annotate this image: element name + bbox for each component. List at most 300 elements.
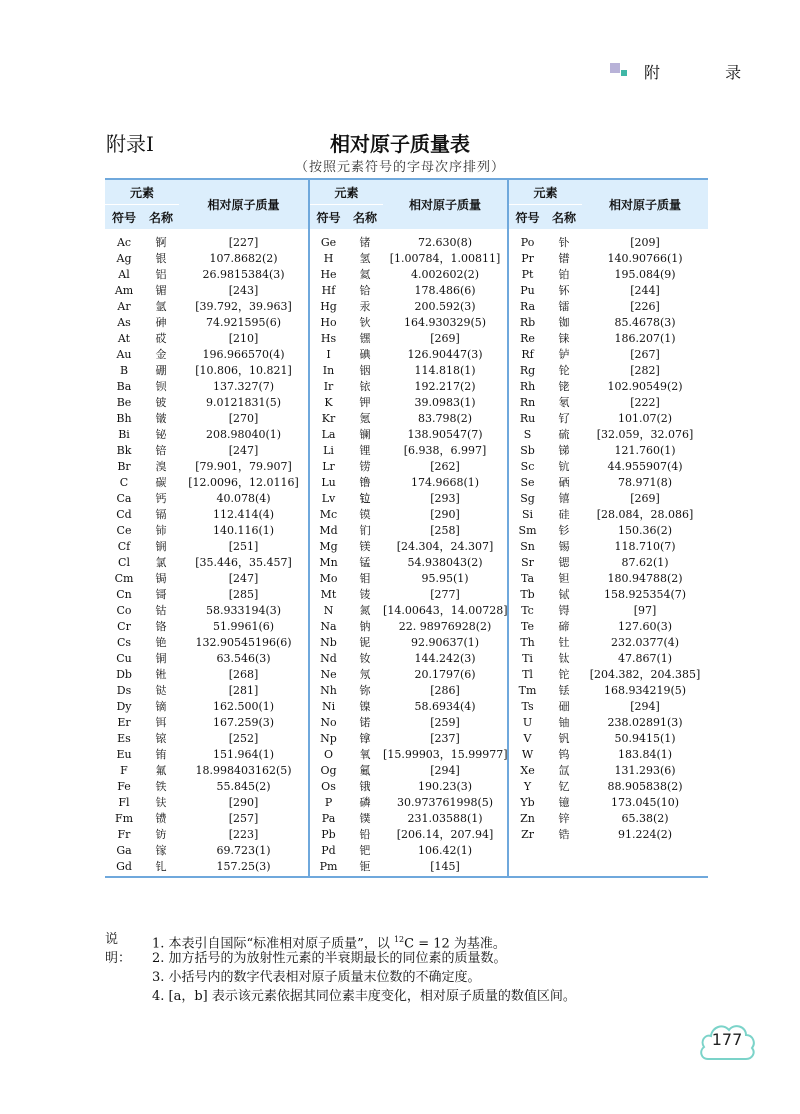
table-row [105, 554, 708, 570]
element-mass-cell: [209] [630, 235, 660, 249]
element-mass-cell: 85.4678(3) [614, 315, 676, 329]
element-mass-cell: 54.938043(2) [407, 555, 483, 569]
element-symbol-cell: Cs [116, 635, 132, 649]
element-mass-cell: [14.00643，14.00728] [383, 604, 508, 617]
element-name-cell: 砷 [155, 316, 167, 329]
element-symbol-cell: Ru [508, 410, 546, 426]
element-name-cell: 钼 [359, 572, 371, 585]
element-symbol-cell: Cl [118, 555, 130, 569]
element-mass-cell: [15.99903，15.99977] [383, 748, 508, 761]
element-symbol-cell: Mc [309, 506, 347, 522]
element-name-cell: 铪 [359, 284, 371, 297]
element-symbol-cell: Cd [116, 507, 132, 521]
element-name-cell: 硅 [558, 508, 570, 521]
element-name-cell: 铱 [359, 380, 371, 393]
element-symbol-cell: Lv [309, 490, 347, 506]
element-symbol-cell: Br [117, 459, 131, 473]
element-mass-cell: 91.224(2) [618, 827, 673, 841]
element-name-cell: 钕 [359, 652, 371, 665]
element-mass-cell: 200.592(3) [414, 299, 476, 313]
element-symbol-cell: Ts [508, 698, 546, 714]
element-name-cell: 𫟷 [359, 492, 371, 505]
element-mass-cell: [269] [430, 331, 460, 345]
element-name-cell: 锕 [155, 236, 167, 249]
element-symbol-cell: Db [116, 667, 132, 681]
element-mass-cell: 30.973761998(5) [397, 795, 494, 809]
element-symbol-cell: Cn [116, 587, 132, 601]
element-name-cell: 钾 [359, 396, 371, 409]
element-mass-cell: [294] [430, 763, 460, 777]
element-name-cell: 氯 [155, 556, 167, 569]
element-symbol-cell: Sr [508, 554, 546, 570]
table-row [105, 250, 708, 266]
element-mass-cell: [268] [228, 667, 259, 681]
element-name-cell: 𬬻 [558, 348, 570, 361]
element-mass-cell: 127.60(3) [618, 619, 673, 633]
square-icon [621, 70, 627, 76]
element-mass-cell: [227] [228, 235, 259, 249]
element-mass-cell: 151.964(1) [212, 747, 275, 761]
table-row [105, 858, 708, 877]
element-symbol-cell: Ds [116, 683, 132, 697]
element-mass-cell: 192.217(2) [414, 379, 476, 393]
table-row [105, 794, 708, 810]
element-symbol-cell: Sc [508, 458, 546, 474]
element-mass-cell: 9.0121831(5) [205, 395, 282, 409]
element-mass-cell: [293] [430, 491, 460, 505]
element-name-cell: 钬 [359, 316, 371, 329]
element-name-cell: 铕 [155, 748, 167, 761]
element-mass-cell: [243] [228, 283, 259, 297]
element-mass-cell: [262] [430, 459, 460, 473]
element-name-cell: 镁 [359, 540, 371, 553]
element-mass-cell: [12.0096，12.0116] [188, 476, 299, 489]
element-name-cell: 镍 [359, 700, 371, 713]
note-line: 2. 加方括号的为放射性元素的半衰期最长的同位素的质量数。 [152, 951, 507, 966]
column-group-header: 元素 [309, 179, 383, 205]
element-name-cell: 钪 [558, 460, 570, 473]
note-line: 4. [a，b] 表示该元素依据其同位素丰度变化，相对原子质量的数值区间。 [152, 989, 576, 1004]
element-symbol-cell: Ga [116, 843, 132, 857]
element-symbol-cell: Md [309, 522, 347, 538]
note-text: C = 12 为基准。 [404, 936, 506, 952]
table-row [105, 282, 708, 298]
element-name-cell: 硫 [558, 428, 570, 441]
element-symbol-cell: F [120, 763, 128, 777]
table-row [105, 714, 708, 730]
element-mass-cell: [97] [633, 603, 657, 617]
element-symbol-cell: Hf [309, 282, 347, 298]
element-name-cell: 锫 [155, 444, 167, 457]
element-symbol-cell: Fe [117, 779, 131, 793]
element-name-cell: 碳 [155, 476, 167, 489]
element-symbol-cell: Tm [508, 682, 546, 698]
element-name-cell: 氪 [359, 412, 371, 425]
element-symbol-cell: Pm [309, 858, 347, 877]
table-row [105, 746, 708, 762]
element-name-cell: 铽 [558, 588, 570, 601]
column-header-mass: 相对原子质量 [383, 179, 508, 230]
element-mass-cell: 50.9415(1) [614, 731, 676, 745]
element-mass-cell: 231.03588(1) [407, 811, 483, 825]
element-name-cell: 铂 [558, 268, 570, 281]
element-symbol-cell: Xe [508, 762, 546, 778]
element-symbol-cell: Ir [309, 378, 347, 394]
table-row [105, 442, 708, 458]
element-symbol-cell: Ca [116, 491, 132, 505]
element-symbol-cell: Lu [309, 474, 347, 490]
element-name-cell: 钔 [359, 524, 371, 537]
element-mass-cell: 58.6934(4) [414, 699, 476, 713]
element-symbol-cell [508, 858, 546, 877]
element-name-cell: 锿 [155, 732, 167, 745]
element-name-cell: 钌 [558, 412, 570, 425]
table-row [105, 362, 708, 378]
element-symbol-cell: Os [309, 778, 347, 794]
element-symbol-cell: At [117, 331, 131, 345]
column-header-name: 名称 [546, 205, 582, 230]
element-mass-cell: [206.14，207.94] [396, 828, 494, 841]
element-mass-cell: [10.806，10.821] [195, 364, 292, 377]
element-mass-cell: [252] [228, 731, 259, 745]
element-name-cell: 钨 [558, 748, 570, 761]
element-mass-cell: [267] [630, 347, 660, 361]
element-symbol-cell: U [508, 714, 546, 730]
note-superscript: 12 [393, 935, 405, 944]
element-symbol-cell: Nd [309, 650, 347, 666]
element-symbol-cell: Lr [309, 458, 347, 474]
element-symbol-cell: No [309, 714, 347, 730]
element-mass-cell: 26.9815384(3) [202, 267, 285, 281]
element-mass-cell: [32.059，32.076] [596, 428, 694, 441]
table-row [105, 346, 708, 362]
element-mass-cell: 167.259(3) [212, 715, 275, 729]
element-name-cell: 氦 [359, 268, 371, 281]
element-symbol-cell: Ge [309, 230, 347, 251]
element-symbol-cell: Hs [309, 330, 347, 346]
element-mass-cell: [24.304，24.307] [396, 540, 494, 553]
element-mass-cell: 95.95(1) [421, 571, 469, 585]
page-subtitle: （按照元素符号的字母次序排列） [294, 160, 505, 175]
element-name-cell: 金 [155, 348, 167, 361]
element-name-cell: 氮 [359, 604, 371, 617]
element-mass-cell: 69.723(1) [216, 843, 271, 857]
element-symbol-cell: P [309, 794, 347, 810]
element-mass-cell: [285] [228, 587, 259, 601]
element-name-cell: 钠 [359, 620, 371, 633]
element-mass-cell: [6.938，6.997] [403, 444, 487, 457]
element-name-cell: 碘 [359, 348, 371, 361]
element-symbol-cell: Fm [114, 811, 134, 825]
element-symbol-cell: Ta [508, 570, 546, 586]
element-name-cell: 锘 [359, 716, 371, 729]
table-row [105, 826, 708, 842]
element-symbol-cell: Bi [118, 427, 130, 441]
element-mass-cell: 144.242(3) [414, 651, 476, 665]
element-mass-cell: [210] [228, 331, 259, 345]
element-name-cell: 磷 [359, 796, 371, 809]
element-symbol-cell: Po [508, 230, 546, 251]
element-mass-cell: 72.630(8) [417, 235, 473, 249]
element-mass-cell: 65.38(2) [621, 811, 669, 825]
element-name-cell: 铀 [558, 716, 570, 729]
element-mass-cell: [247] [228, 443, 259, 457]
element-name-cell [546, 842, 582, 858]
element-name-cell: 锗 [359, 236, 371, 249]
element-name-cell: 镧 [359, 428, 371, 441]
table-row [105, 490, 708, 506]
page-title: 相对原子质量表 [330, 132, 470, 156]
table-row [105, 378, 708, 394]
element-symbol-cell: Ni [309, 698, 347, 714]
element-mass-cell [582, 842, 708, 858]
element-name-cell: 钫 [155, 828, 167, 841]
element-mass-cell: 173.045(10) [611, 795, 680, 809]
element-name-cell: 钚 [558, 284, 570, 297]
element-mass-cell: 58.933194(3) [205, 603, 282, 617]
element-symbol-cell: Bk [116, 443, 132, 457]
element-mass-cell: [277] [430, 587, 460, 601]
element-mass-cell: 190.23(3) [417, 779, 473, 793]
element-mass-cell: 4.002602(2) [410, 267, 480, 281]
element-name-cell: 镱 [558, 796, 570, 809]
element-symbol-cell: Pa [309, 810, 347, 826]
element-mass-cell: 101.07(2) [618, 411, 673, 425]
element-mass-cell: [222] [630, 395, 660, 409]
element-symbol-cell: Ti [508, 650, 546, 666]
element-name-cell: 𫓧 [155, 796, 167, 809]
element-mass-cell: [258] [430, 523, 460, 537]
element-mass-cell: [247] [228, 571, 259, 585]
element-name-cell: 铥 [558, 684, 570, 697]
element-symbol-cell: Ar [117, 299, 131, 313]
element-name-cell: 镎 [359, 732, 371, 745]
table-row [105, 682, 708, 698]
element-symbol-cell: W [508, 746, 546, 762]
element-symbol-cell: Rf [508, 346, 546, 362]
atomic-mass-table [105, 178, 708, 878]
element-name-cell: 𫟼 [155, 684, 167, 697]
element-mass-cell: 47.867(1) [618, 651, 673, 665]
element-mass-cell: 51.9961(6) [212, 619, 275, 633]
element-mass-cell: 92.90637(1) [410, 635, 480, 649]
element-symbol-cell: Kr [309, 410, 347, 426]
element-symbol-cell: Be [116, 395, 132, 409]
table-row [105, 522, 708, 538]
element-mass-cell: 131.293(6) [614, 763, 676, 777]
element-name-cell: 氩 [155, 300, 167, 313]
element-mass-cell: [286] [430, 683, 460, 697]
table-row [105, 698, 708, 714]
element-symbol-cell: Nb [309, 634, 347, 650]
table-row [105, 410, 708, 426]
element-name-cell: 锰 [359, 556, 371, 569]
table-header-row [105, 179, 708, 205]
element-mass-cell: 40.078(4) [216, 491, 271, 505]
table-row [105, 570, 708, 586]
element-symbol-cell: N [309, 602, 347, 618]
element-mass-cell: 114.818(1) [414, 363, 476, 377]
element-symbol-cell: Rh [508, 378, 546, 394]
element-name-cell: 镭 [558, 300, 570, 313]
element-name-cell: 镝 [155, 700, 167, 713]
element-name-cell: 氧 [359, 748, 371, 761]
element-symbol-cell: I [309, 346, 347, 362]
element-mass-cell: [290] [228, 795, 259, 809]
element-symbol-cell: Am [114, 283, 134, 297]
element-symbol-cell: Ag [116, 251, 132, 265]
element-symbol-cell: Mo [309, 570, 347, 586]
element-symbol-cell: Li [309, 442, 347, 458]
element-mass-cell: 132.90545196(6) [195, 635, 292, 649]
element-name-cell: 锌 [558, 812, 570, 825]
element-name-cell: 锶 [558, 556, 570, 569]
element-symbol-cell: Tl [508, 666, 546, 682]
column-group-header: 元素 [105, 179, 179, 205]
element-name-cell: 铝 [155, 268, 167, 281]
element-name-cell: 锎 [155, 540, 167, 553]
element-symbol-cell: Fr [117, 827, 131, 841]
running-header: 附 录 [644, 63, 772, 82]
element-mass-cell: 55.845(2) [216, 779, 271, 793]
element-mass-cell: [281] [228, 683, 259, 697]
element-mass-cell: [257] [228, 811, 259, 825]
table-row [105, 842, 708, 858]
element-symbol-cell [508, 842, 546, 858]
element-mass-cell: 63.546(3) [216, 651, 271, 665]
element-symbol-cell: C [119, 475, 129, 489]
element-name-cell: 铼 [558, 332, 570, 345]
element-symbol-cell: Mg [309, 538, 347, 554]
element-symbol-cell: B [119, 363, 129, 377]
table-row [105, 474, 708, 490]
element-mass-cell: [28.084，28.086] [596, 508, 694, 521]
table-row [105, 730, 708, 746]
element-mass-cell: 195.084(9) [614, 267, 676, 281]
element-mass-cell: [237] [430, 731, 460, 745]
column-header-name: 名称 [347, 205, 383, 230]
element-name-cell: 鿭 [359, 684, 371, 697]
element-mass-cell: [79.901，79.907] [195, 460, 292, 473]
element-mass-cell: 74.921595(6) [205, 315, 282, 329]
element-name-cell: 锆 [558, 828, 570, 841]
element-mass-cell: 107.8682(2) [209, 251, 278, 265]
column-header-name: 名称 [143, 205, 179, 230]
element-name-cell: 铊 [558, 668, 570, 681]
element-symbol-cell: Pt [508, 266, 546, 282]
element-symbol-cell: Tc [508, 602, 546, 618]
element-mass-cell: 83.798(2) [417, 411, 473, 425]
element-name-cell: 钙 [155, 492, 167, 505]
element-mass-cell: 137.327(7) [212, 379, 275, 393]
element-name-cell: 钡 [155, 380, 167, 393]
element-name-cell: 铋 [155, 428, 167, 441]
element-name-cell: 钷 [359, 860, 371, 873]
element-mass-cell: 162.500(1) [212, 699, 275, 713]
element-name-cell [546, 858, 582, 877]
element-mass-cell: 126.90447(3) [407, 347, 483, 361]
table-row [105, 266, 708, 282]
element-mass-cell: 196.966570(4) [202, 347, 285, 361]
element-mass-cell: [270] [228, 411, 259, 425]
element-symbol-cell: Cm [114, 571, 134, 585]
element-symbol-cell: Ne [309, 666, 347, 682]
element-symbol-cell: Sg [508, 490, 546, 506]
element-symbol-cell: Cf [117, 539, 131, 553]
element-name-cell: 𬭳 [558, 492, 570, 505]
element-name-cell: 钒 [558, 732, 570, 745]
element-mass-cell: 208.98040(1) [205, 427, 282, 441]
element-mass-cell: 150.36(2) [618, 523, 673, 537]
element-symbol-cell: Mt [309, 586, 347, 602]
table-row [105, 666, 708, 682]
element-mass-cell: [290] [430, 507, 460, 521]
table-row [105, 634, 708, 650]
element-symbol-cell: Pd [309, 842, 347, 858]
element-symbol-cell: Bh [116, 411, 132, 425]
table-row [105, 810, 708, 826]
element-symbol-cell: Si [508, 506, 546, 522]
table-row [105, 298, 708, 314]
element-mass-cell: 178.486(6) [414, 283, 476, 297]
table-row [105, 762, 708, 778]
element-symbol-cell: Rn [508, 394, 546, 410]
element-mass-cell: [39.792，39.963] [195, 300, 292, 313]
element-name-cell: 硒 [558, 476, 570, 489]
element-symbol-cell: Co [116, 603, 132, 617]
element-name-cell: 镄 [155, 812, 167, 825]
element-name-cell: 铬 [155, 620, 167, 633]
element-mass-cell: 168.934219(5) [604, 683, 687, 697]
element-name-cell: 铌 [359, 636, 371, 649]
element-symbol-cell: Re [508, 330, 546, 346]
element-symbol-cell: V [508, 730, 546, 746]
table-row [105, 586, 708, 602]
element-name-cell: 锔 [155, 572, 167, 585]
element-mass-cell: 138.90547(7) [407, 427, 483, 441]
element-mass-cell: 158.925354(7) [604, 587, 687, 601]
element-mass-cell: 102.90549(2) [607, 379, 683, 393]
element-symbol-cell: Na [309, 618, 347, 634]
element-symbol-cell: Cr [117, 619, 131, 633]
element-name-cell: 钽 [558, 572, 570, 585]
element-mass-cell: 183.84(1) [618, 747, 673, 761]
element-name-cell: 铈 [155, 524, 167, 537]
element-mass-cell: 232.0377(4) [611, 635, 680, 649]
element-symbol-cell: Sb [508, 442, 546, 458]
element-symbol-cell: Rg [508, 362, 546, 378]
element-name-cell: 氡 [558, 396, 570, 409]
element-mass-cell: 118.710(7) [614, 539, 676, 553]
element-mass-cell: [294] [630, 699, 660, 713]
table-row [105, 538, 708, 554]
element-name-cell: 碲 [558, 620, 570, 633]
element-mass-cell: 186.207(1) [614, 331, 676, 345]
element-symbol-cell: Se [508, 474, 546, 490]
notes-lead: 说明： [105, 932, 132, 966]
element-name-cell: 镓 [155, 844, 167, 857]
element-mass-cell: 106.42(1) [417, 843, 473, 857]
element-symbol-cell: Te [508, 618, 546, 634]
element-symbol-cell: Th [508, 634, 546, 650]
element-name-cell: 锂 [359, 444, 371, 457]
element-name-cell: 铅 [359, 828, 371, 841]
element-mass-cell: [35.446，35.457] [195, 556, 292, 569]
element-name-cell: 铁 [155, 780, 167, 793]
note-text: 1. 本表引自国际“标准相对原子质量”，以 [152, 936, 394, 952]
table-row [105, 394, 708, 410]
element-name-cell: 镥 [359, 476, 371, 489]
